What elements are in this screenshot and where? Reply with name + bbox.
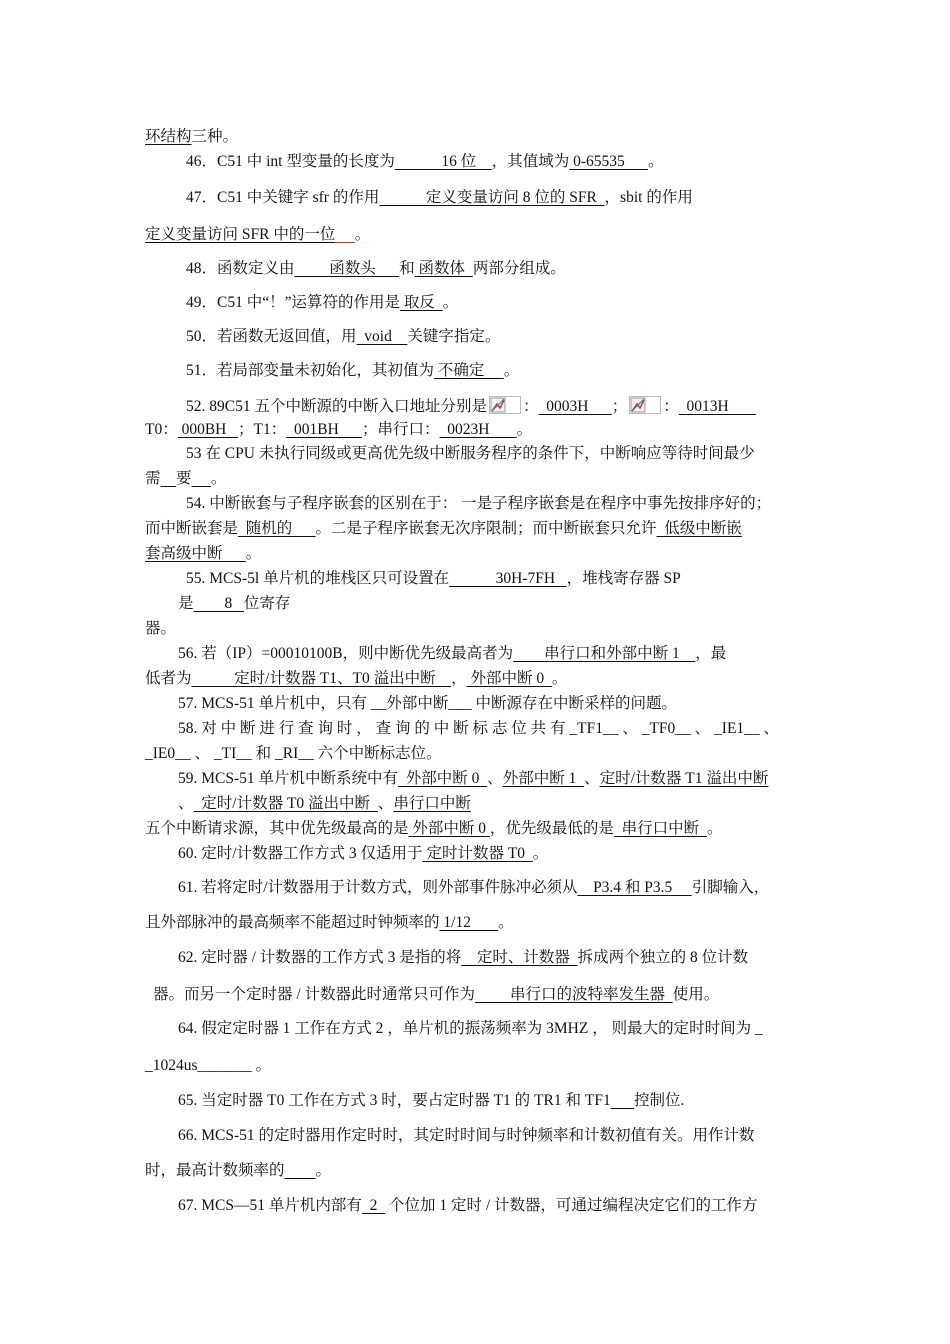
line-q49: [186, 293, 458, 313]
text: 49．C51 中“！”运算符的作用是: [186, 294, 400, 311]
line-q45-tail: [145, 127, 238, 147]
answer-blank: 定时计数器 T0: [422, 845, 533, 862]
answer-blank: 外部中断 0: [408, 820, 490, 837]
text: 64. 假定定时器 1 工作在方式 2 ，单片机的振荡频率为 3MHZ ， 则最大的定时时间为 _: [178, 1020, 763, 1037]
answer-blank: 外部中断 1: [502, 770, 585, 787]
text: 。: [648, 153, 664, 170]
line-q62a: [178, 948, 748, 968]
line-q61b: [145, 913, 514, 933]
broken-image-icon: [629, 396, 661, 414]
text: 、: [487, 770, 503, 787]
text: 两部分组成。: [472, 260, 566, 277]
line-q48: [186, 259, 566, 279]
text: 62. 定时器 / 计数器的工作方式 3 是指的将: [178, 949, 462, 966]
answer-blank: 不确定: [434, 362, 504, 379]
line-q54b: [145, 519, 742, 539]
text: ，最: [695, 645, 727, 662]
text: 是: [178, 595, 194, 612]
text: 54. 中断嵌套与子程序嵌套的区别在于： 一是子程序嵌套是在程序中事先按排序好的；: [186, 495, 772, 512]
text: 60. 定时/计数器工作方式 3 仅适用于: [178, 845, 423, 862]
line-q55c: [145, 619, 176, 639]
line-q51: [186, 361, 519, 381]
line-q52a: [186, 396, 756, 417]
text: 。: [245, 545, 262, 562]
answer-blank: 串行口中断: [393, 795, 471, 812]
text: 。: [498, 914, 514, 931]
text: 需: [145, 470, 161, 487]
line-q47b: [145, 225, 370, 245]
text: ，堆栈寄存器 SP: [566, 570, 681, 587]
text: 五个中断请求源，其中优先级最高的是: [145, 820, 409, 837]
text: ；: [611, 398, 628, 415]
line-q59a: [178, 769, 768, 789]
line-q52b: [145, 420, 532, 440]
line-q47a: [186, 188, 693, 208]
line-q60: [178, 844, 548, 864]
answer-blank: void: [356, 328, 408, 345]
text: 66. MCS-51 的定时器用作定时时，其定时时间与时钟频率和计数初值有关。用作计数: [178, 1127, 755, 1144]
text: 57. MCS-51 单片机中，只有 __外部中断___ 中断源存在中断采样的问题。: [178, 695, 678, 712]
broken-image-icon: [489, 396, 521, 414]
answer-blank: P3.4 和 P3.5: [577, 879, 692, 896]
text: ，其值域为: [491, 153, 570, 170]
text: 器。而另一个定时器 / 计数器此时通常只可作为: [153, 986, 476, 1003]
answer-blank: [223, 545, 246, 562]
text: 三种。: [191, 128, 239, 145]
answer-blank: 001BH: [286, 421, 363, 438]
text: 59. MCS-51 单片机中断系统中有: [178, 770, 399, 787]
text: 61. 若将定时/计数器用于计数方式，则外部事件脉冲必须从: [178, 879, 578, 896]
line-q67: [178, 1196, 758, 1216]
answer-blank: [611, 1092, 634, 1109]
text: 、: [178, 795, 194, 812]
text: 且外部脉冲的最高频率不能超过时钟频率的: [145, 914, 440, 931]
line-q66b: [145, 1161, 331, 1181]
text: 。: [354, 226, 371, 243]
text: ；T1：: [238, 421, 287, 438]
line-q54a: [186, 494, 771, 514]
text: ，: [451, 670, 467, 687]
line-q61a: [178, 878, 769, 898]
line-q64b: [145, 1056, 271, 1076]
text: 51．若局部变量未初始化，其初值为: [186, 362, 435, 379]
line-q65: [178, 1091, 684, 1111]
text: 控制位.: [633, 1092, 685, 1109]
text: 、: [584, 770, 600, 787]
answer-blank: 定义变量访问 SFR 中的一位: [145, 226, 336, 243]
text: 时，最高计数频率的: [145, 1162, 285, 1179]
text: _1024us_______ 。: [145, 1057, 272, 1074]
answer-blank: 0003H: [538, 398, 612, 415]
line-q56a: [178, 644, 726, 664]
text: 67. MCS—51 单片机内部有: [178, 1197, 362, 1214]
text: 50．若函数无返回值，用: [186, 328, 357, 345]
answer-blank: 外部中断 0: [466, 670, 552, 687]
text: 。: [516, 421, 533, 438]
text: 要: [176, 470, 192, 487]
text: 58. 对 中 断 进 行 查 询 时 ， 查 询 的 中 断 标 志 位 共 有 _TF1__ 、 _TF0__ 、 _IE1__ 、: [178, 720, 780, 737]
answer-blank: 串行口中断: [613, 820, 707, 837]
answer-blank: 定义变量访问 8 位的 SFR: [379, 189, 605, 206]
answer-blank: 定时/计数器 T1、T0 溢出中断: [191, 670, 452, 687]
text: 关键字指定。: [407, 328, 501, 345]
text: 46．C51 中 int 型变量的长度为: [186, 153, 395, 170]
answer-blank: 8: [193, 595, 244, 612]
answer-blank: 外部中断 0: [398, 770, 488, 787]
answer-blank: 0013H: [678, 398, 756, 415]
answer-blank: 取反: [399, 294, 443, 311]
line-q55a: [186, 569, 681, 589]
text: 65. 当定时器 T0 工作在方式 3 时，要占定时器 T1 的 TR1 和 TF1: [178, 1092, 611, 1109]
answer-blank: [285, 1162, 316, 1179]
answer-blank: 2: [361, 1197, 386, 1214]
answer-blank: 随机的: [238, 520, 316, 537]
text: 个位加 1 定时 / 计数器，可通过编程决定它们的工作方: [385, 1197, 758, 1214]
line-q59c: [145, 819, 722, 839]
answer-blank: 串行口和外部中断 1: [513, 645, 696, 662]
answer-blank: 函数头: [294, 260, 400, 277]
text: 位寄存: [243, 595, 291, 612]
text: 。: [210, 470, 227, 487]
answer-blank: 定时、计数器: [461, 949, 578, 966]
text: 器。: [145, 620, 177, 637]
answer-blank: 0-65535: [569, 153, 649, 170]
text: 使用。: [672, 986, 720, 1003]
text: T0：: [145, 421, 178, 438]
answer-blank: [192, 470, 211, 487]
answer-blank: 串行口的波特率发生器: [475, 986, 673, 1003]
text: 48．函数定义由: [186, 260, 295, 277]
answer-blank: 16 位: [394, 153, 492, 170]
text: ：: [522, 398, 539, 415]
text: 和: [399, 260, 415, 277]
text: 、: [377, 795, 394, 812]
text: ，sbit 的作用: [604, 189, 693, 206]
line-q53a: [186, 444, 755, 464]
text: 。: [503, 362, 520, 379]
answer-blank: 0023H: [439, 421, 517, 438]
answer-blank: 函数体: [414, 260, 473, 277]
line-q62b: [153, 985, 719, 1005]
text: 。二是子程序嵌套无次序限制；而中断嵌套只允许: [315, 520, 657, 537]
text: ：: [663, 398, 679, 415]
text: 。: [532, 845, 549, 862]
answer-blank: 定时/计数器 T1 溢出中断: [599, 770, 769, 787]
answer-blank-red: [335, 226, 354, 243]
line-q50: [186, 327, 500, 347]
line-q55b: [178, 594, 290, 614]
text: 47．C51 中关键字 sfr 的作用: [186, 189, 380, 206]
answer-blank: 套高级中断: [145, 545, 223, 562]
line-q54c: [145, 544, 261, 564]
text: ，优先级最低的是: [489, 820, 614, 837]
line-q57: [178, 694, 677, 714]
answer-text: 环结构: [145, 128, 192, 145]
text: 56. 若（IP）=00010100B，则中断优先级最高者为: [178, 645, 514, 662]
text: 。: [706, 820, 723, 837]
text: 低者为: [145, 670, 192, 687]
line-q58b: [145, 744, 442, 764]
line-q56b: [145, 669, 567, 689]
text: 52. 89C51 五个中断源的中断入口地址分别是: [186, 398, 487, 415]
line-q64a: [178, 1019, 763, 1039]
answer-blank: 定时/计数器 T0 溢出中断: [193, 795, 378, 812]
answer-blank: 000BH: [177, 421, 239, 438]
line-q59b: [178, 794, 471, 814]
text: _IE0__ 、 _TI__ 和 _RI__ 六个中断标志位。: [145, 745, 442, 762]
text: 53 在 CPU 未执行同级或更高优先级中断服务程序的条件下，中断响应等待时间最少: [186, 445, 755, 462]
text: 。: [551, 670, 568, 687]
text: 而中断嵌套是: [145, 520, 239, 537]
answer-blank: 30H-7FH: [449, 570, 567, 587]
answer-blank: 1/12: [439, 914, 499, 931]
answer-blank: [161, 470, 177, 487]
text: 。: [442, 294, 459, 311]
text: 拆成两个独立的 8 位计数: [577, 949, 749, 966]
line-q46: [186, 152, 664, 172]
text: 。: [315, 1162, 332, 1179]
text: 引脚输入，: [691, 879, 770, 896]
line-q66a: [178, 1126, 755, 1146]
text: 55. MCS-5l 单片机的堆栈区只可设置在: [186, 570, 450, 587]
answer-blank: 低级中断嵌: [656, 520, 742, 537]
line-q53b: [145, 469, 226, 489]
text: ；串行口：: [362, 421, 440, 438]
line-q58a: [178, 719, 779, 739]
